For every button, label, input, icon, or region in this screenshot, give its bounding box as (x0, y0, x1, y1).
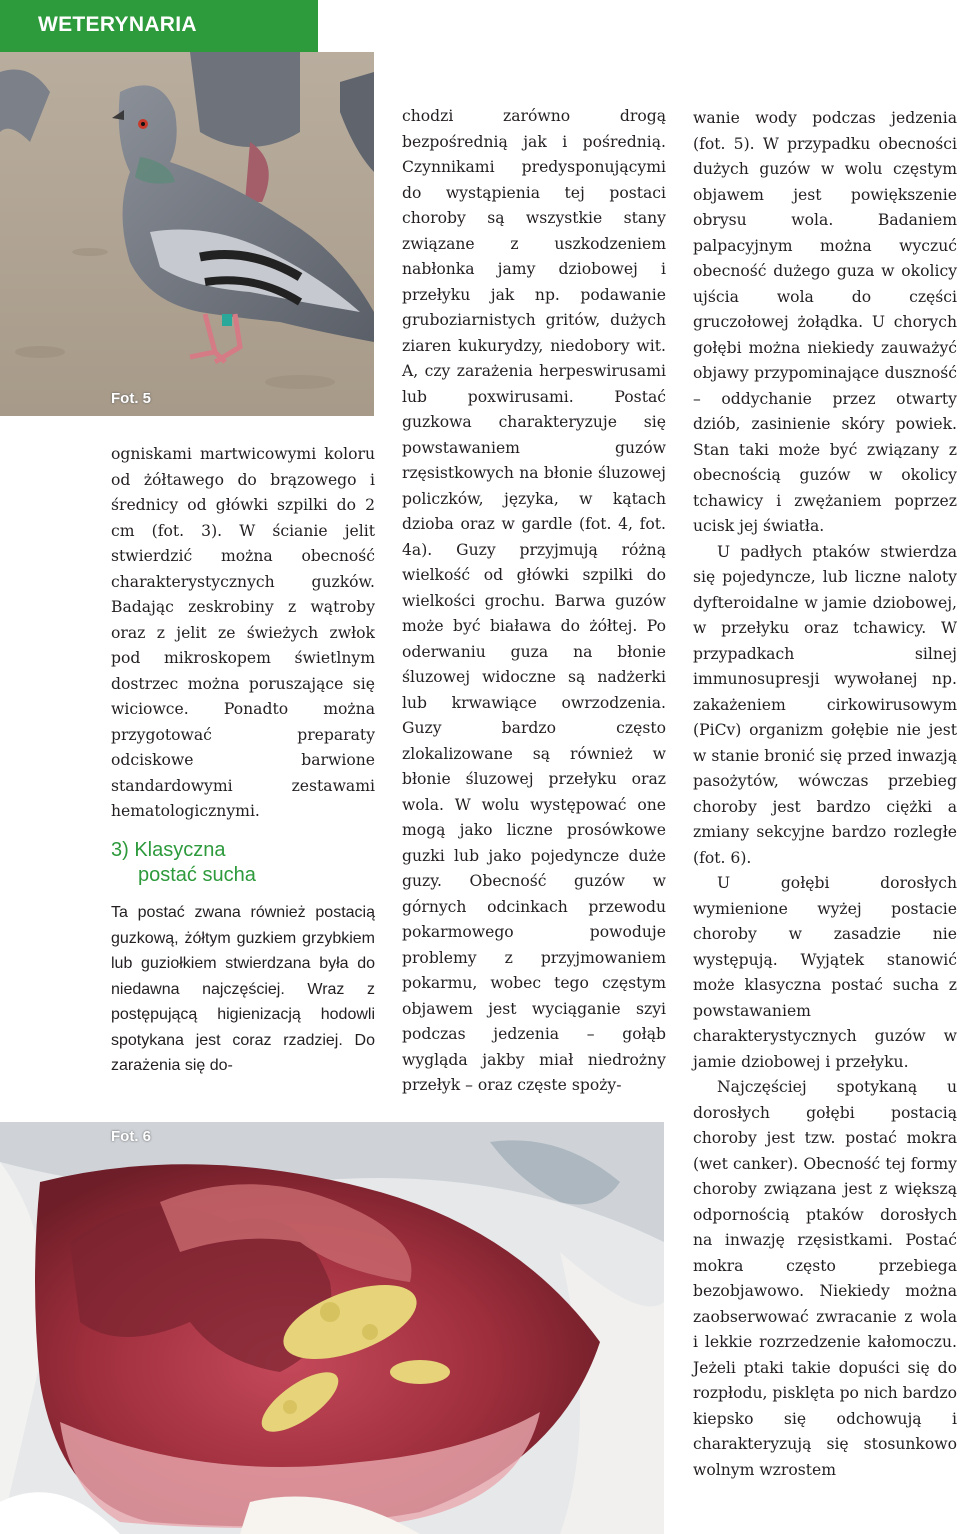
paragraph: ogniskami martwicowymi koloru od żółtawego do brązowego i średnicy od główki szpilki do 2 cm (fot. 3). W ścianie jelit stwierdzić można obecność charakterystycznych guzków. Badając zeskrobiny z wątroby oraz z jelit ze świeżych zwłok pod mikroskopem świetlnym dostrzec można poruszające się wiciowce. Ponadto można przygotować preparaty odciskowe barwione standardowymi zestawami hematologicznymi. (111, 445, 375, 820)
pigeon-illustration (0, 52, 374, 416)
paragraph: Najczęściej spotykaną u dorosłych gołębi postacią choroby jest tzw. postać mokra (wet canker). Obecność tej formy choroby związana jest z większą odpornością ptaków dorosłych na inwazję rzęsistkami. Postać mokra często przebiega bezobjawowo. Niekiedy można zaobserwować zwracanie z wola i lekkie rozrzedzenie kałomoczu. Jeżeli ptaki takie dopuści się do rozpłodu, pisklęta po nich bardzo kiepsko się odchowują i charakteryzują się stosunkowo wolnym wzrostem (693, 1078, 957, 1479)
section-title: WETERYNARIA (38, 13, 197, 36)
subsection-intro (111, 900, 375, 1079)
column-3 (693, 106, 957, 1483)
paragraph: Ta postać zwana również postacią guzkową, żółtym guzkiem grzybkiem lub guziołkiem stwierdzana była do niedawna najczęściej. Wraz z postępującą higienizacją hodowli spotykana jest coraz rzadziej. Do zarażenia się do- (111, 904, 375, 1074)
subsection-heading (111, 838, 375, 888)
paragraph: U padłych ptaków stwierdza się pojedyncze, lub liczne naloty dyfteroidalne w jamie dziobowej, w przełyku oraz tchawicy. W przypadkach silnej immunosupresji wywołanej np. zakażeniem cirkowirusowym (PiCv) organizm gołębie nie jest w stanie bronić się przed inwazją pasożytów, wówczas przebieg choroby jest bardzo ciężki a zmiany sekcyjne bardzo rozległe (fot. 6). (693, 542, 957, 867)
photo-caption-fot-5: Fot. 5 (111, 390, 151, 407)
paragraph: chodzi zarówno drogą bezpośrednią jak i pośrednią. Czynnikami predysponującymi do wystąpienia tej postaci choroby są wszystkie stany związane z uszkodzeniem nabłonka jamy dziobowej i przełyku jak np. podawanie gruboziarnistych gritów, dużych ziaren kukurydzy, niedobory wit. A, czy zarażenia herpeswirusami lub poxwirusami. Postać guzkowa charakteryzuje się powstawaniem guzów rzęsistkowych na błonie śluzowej policzków, języka, w kątach dzioba oraz w gardle (fot. 4, fot. 4a). Guzy przyjmują różną wielkość od główki szpilki do wielkości grochu. Barwa guzów może być biaława do żółtej. Po oderwaniu guza na błonie śluzowej widoczne są nadżerki lub krwawiące owrzodzenia. Guzy bardzo często zlokalizowane są również w błonie śluzowej przełyku oraz wola. W wolu występować one mogą jako liczne prosówkowe guzki lub jako pojedyncze duże guzy. Obecność guzów w górnych odcinkach przewodu pokarmowego powoduje problemy z przyjmowaniem pokarmu, wobec tego częstym objawem jest wyciąganie szyi podczas jedzenia – gołąb wygląda jakby miał niedrożny przełyk – oraz częste spoży- (402, 107, 666, 1094)
column-2 (402, 104, 666, 1099)
paragraph: U gołębi dorosłych wymienione wyżej postacie choroby w zasadzie nie występują. Wyjątek stanowić może klasyczna postać sucha z powstawaniem charakterystycznych guzów w jamie dziobowej i przełyku. (693, 874, 957, 1071)
photo-fot-5 (0, 52, 374, 416)
section-header (0, 0, 318, 52)
column-1 (111, 442, 375, 825)
photo-fot-6 (0, 1122, 664, 1534)
heading-line-1: 3) Klasyczna (111, 839, 226, 861)
necropsy-illustration (0, 1122, 664, 1534)
paragraph: wanie wody podczas jedzenia (fot. 5). W przypadku obecności dużych guzów w wolu częstym objawem jest powiększenie obrysu wola. Badaniem palpacyjnym można wyczuć obecność dużego guza w okolicy ujścia wola do części gruczołowej żołądka. U chorych gołębi można niekiedy zauważyć objawy przypominające duszność – oddychanie przez otwarty dziób, zasinienie skóry powiek. Stan taki może być związany z obecnością guzów w okolicy tchawicy i zwężaniem poprzez ucisk jej światła. (693, 109, 957, 535)
heading-line-2: postać sucha (138, 864, 256, 886)
photo-caption-fot-6: Fot. 6 (111, 1128, 151, 1145)
